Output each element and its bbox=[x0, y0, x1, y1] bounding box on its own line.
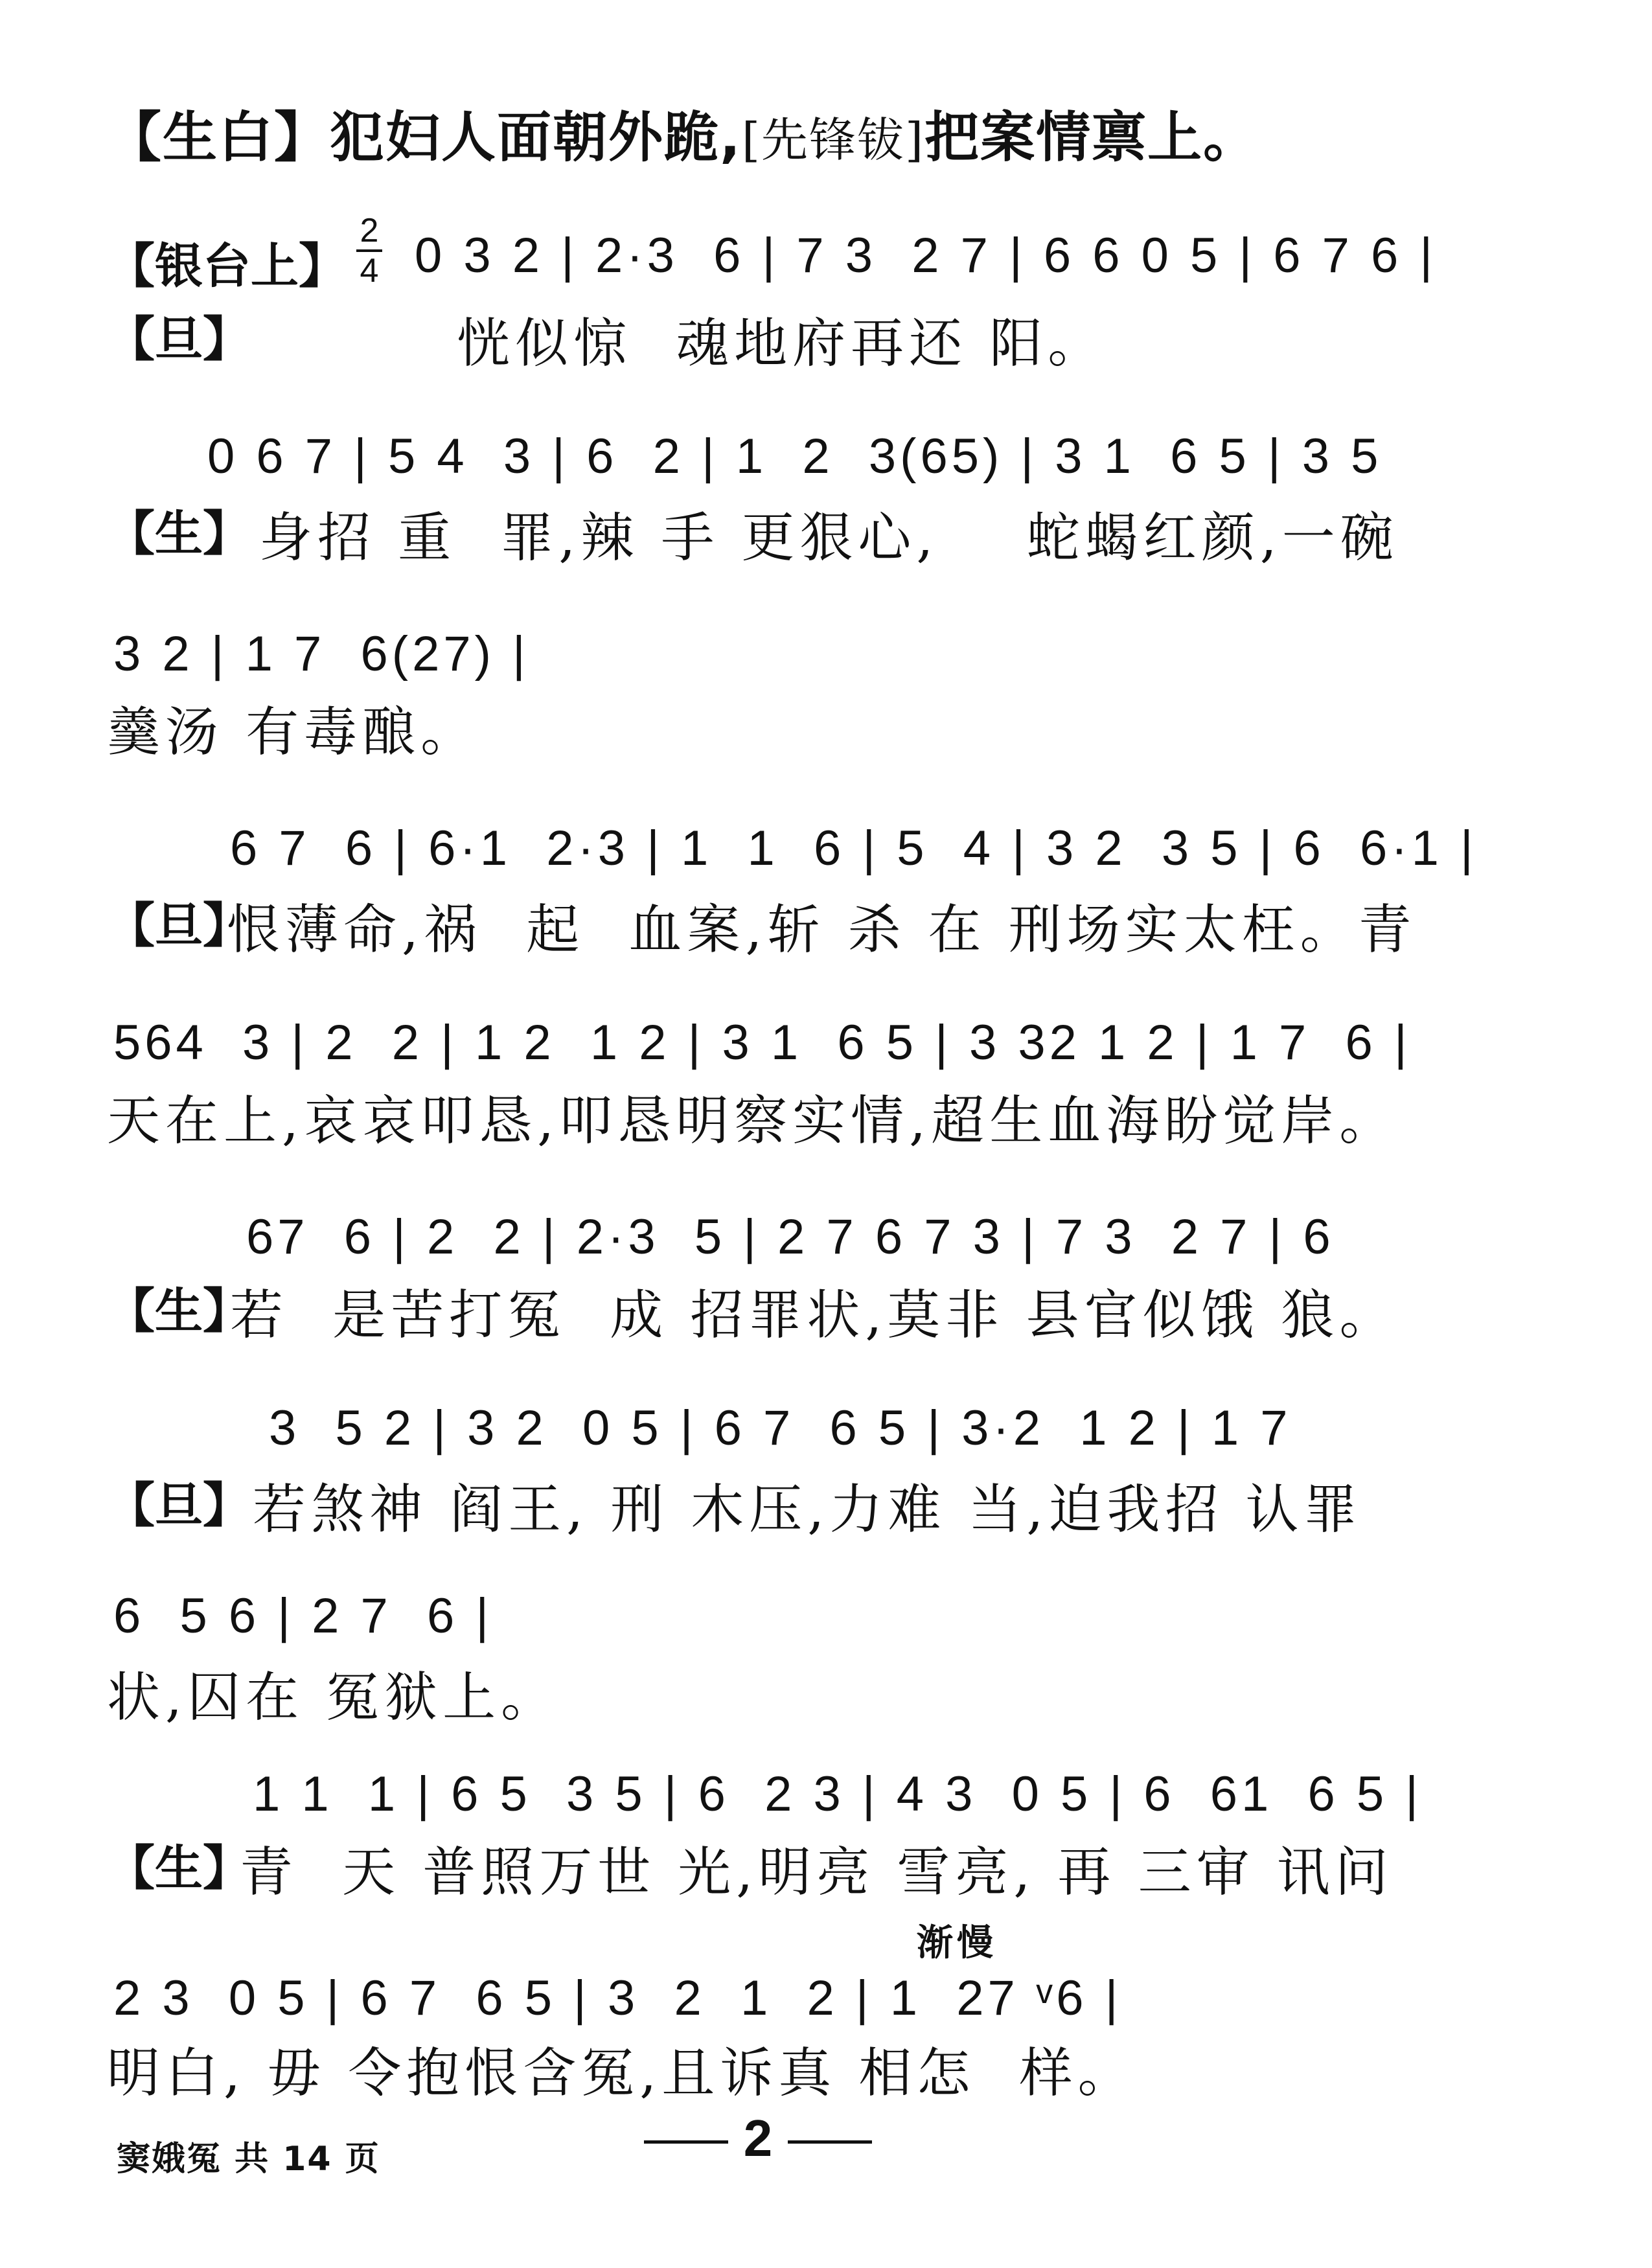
notes: 67 6 | 2 2 | 2·3 5 | 2 7 6 7 3 | 7 3 2 7 | 6 bbox=[246, 1209, 1335, 1265]
notation-row bbox=[0, 807, 1652, 897]
notation-row bbox=[0, 415, 1652, 505]
spoken-text: 犯妇人面朝外跪, bbox=[330, 106, 742, 169]
time-signature-bottom: 4 bbox=[360, 252, 379, 290]
notation-row bbox=[0, 214, 1652, 304]
notes: 6 7 6 | 6·1 2·3 | 1 1 6 | 5 4 | 3 2 3 5 | 6 6·1 | bbox=[230, 821, 1477, 876]
lyric-row bbox=[0, 1273, 1652, 1351]
notes: 0 6 7 | 5 4 3 | 6 2 | 1 2 3(65) | 3 1 6 5 | 3 5 bbox=[207, 429, 1382, 484]
role-label: 【生】 bbox=[107, 506, 251, 562]
notation-row bbox=[0, 1574, 1652, 1665]
page-number: 2 bbox=[622, 2109, 894, 2168]
lyric-row bbox=[0, 1467, 1652, 1545]
lyric: 恨薄命,祸 起 血案,斩 杀 在 刑场实太枉。青 bbox=[227, 899, 1417, 961]
lyric: 若煞神 阎王, 刑 木压,力难 当,迫我招 认罪 bbox=[253, 1479, 1362, 1541]
lyric: 青 天 普照万世 光,明亮 雪亮, 再 三审 讯问 bbox=[240, 1842, 1394, 1903]
lyric-row bbox=[0, 1655, 1652, 1733]
spoken-line bbox=[107, 94, 1259, 172]
time-signature bbox=[355, 214, 384, 288]
role-label: 【旦】 bbox=[107, 312, 251, 367]
tune-label: 【银台上】 bbox=[107, 238, 347, 294]
lyric-row bbox=[0, 301, 1652, 379]
lyric: 恍似惊 魂地府再还 阳。 bbox=[457, 313, 1107, 374]
lyric-row bbox=[0, 690, 1652, 768]
notation-row bbox=[0, 612, 1652, 703]
lyric: 天在上,哀哀叩恳,叩恳明察实情,超生血海盼觉岸。 bbox=[107, 1090, 1398, 1152]
footer-title: 窦娥冤 共 14 页 bbox=[117, 2140, 380, 2179]
role-label: 【旦】 bbox=[107, 1478, 251, 1533]
lyric: 身招 重 罪,辣 手 更狠心, 蛇蝎红颜,一碗 bbox=[259, 507, 1399, 569]
notes: 0 3 2 | 2·3 6 | 7 3 2 7 | 6 6 0 5 | 6 7 6 | bbox=[415, 228, 1437, 283]
role-label: 【旦】 bbox=[107, 898, 251, 954]
lyric-row bbox=[0, 1830, 1652, 1908]
notation-row bbox=[0, 1001, 1652, 1092]
notation-row bbox=[0, 1195, 1652, 1286]
notes: 3 2 | 1 7 6(27) | bbox=[113, 626, 529, 682]
notes: 564 3 | 2 2 | 1 2 1 2 | 3 1 6 5 | 3 32 1 2 | 1 7 6 | bbox=[113, 1015, 1411, 1070]
role-label: 【生】 bbox=[107, 1283, 251, 1339]
time-signature-top: 2 bbox=[360, 212, 379, 249]
notes: 6 5 6 | 2 7 6 | bbox=[113, 1588, 493, 1644]
notation-row bbox=[0, 1386, 1652, 1477]
lyric: 状,囚在 冤狱上。 bbox=[107, 1667, 560, 1728]
role-label: 【生白】 bbox=[107, 106, 330, 169]
notation-row bbox=[0, 1752, 1652, 1843]
lyric: 若 是苦打冤 成 招罪状,莫非 县官似饿 狼。 bbox=[230, 1285, 1398, 1346]
lyric-row bbox=[0, 2031, 1652, 2109]
notes: 2 3 0 5 | 6 7 6 5 | 3 2 1 2 | 1 27 ᵛ6 | bbox=[113, 1971, 1122, 2026]
lyric-row bbox=[0, 888, 1652, 965]
lyric: 羹汤 有毒酿。 bbox=[107, 702, 479, 763]
role-label: 【生】 bbox=[107, 1840, 251, 1896]
tempo-marking: 渐慢 bbox=[917, 1922, 997, 1964]
lyric-row bbox=[0, 496, 1652, 573]
percussion-cue: [先锋钹] bbox=[741, 113, 925, 167]
lyric: 明白, 毋 令抱恨含冤,且诉真 相怎 样。 bbox=[107, 2043, 1136, 2104]
lyric-row bbox=[0, 1079, 1652, 1156]
notes: 1 1 1 | 6 5 3 5 | 6 2 3 | 4 3 0 5 | 6 61 6 5 | bbox=[253, 1767, 1423, 1822]
notes: 3 5 2 | 3 2 0 5 | 6 7 6 5 | 3·2 1 2 | 1 7 bbox=[269, 1401, 1292, 1456]
spoken-text: 把案情禀上。 bbox=[924, 106, 1259, 169]
